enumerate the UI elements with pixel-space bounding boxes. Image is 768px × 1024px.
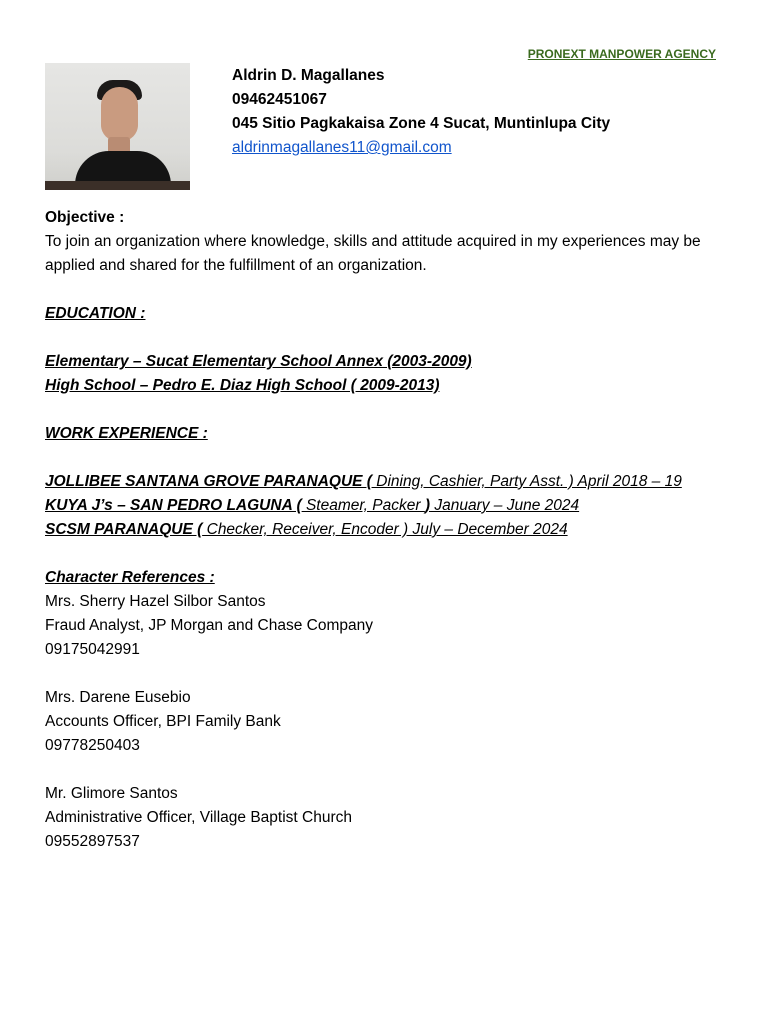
reference-position: Fraud Analyst, JP Morgan and Chase Company xyxy=(45,617,373,634)
applicant-address: 045 Sitio Pagkakaisa Zone 4 Sucat, Muntinlupa City xyxy=(232,115,611,132)
work-employer: KUYA J’s – SAN PEDRO LAGUNA ( xyxy=(45,497,302,514)
reference-phone: 09552897537 xyxy=(45,833,140,850)
reference-position: Administrative Officer, Village Baptist Church xyxy=(45,809,352,826)
reference-name: Mr. Glimore Santos xyxy=(45,785,178,802)
agency-name: PRONEXT MANPOWER AGENCY xyxy=(527,47,716,61)
objective-text: To join an organization where knowledge, skills and attitude acquired in my experiences may be applied and shared for the fulfillment of an organization. xyxy=(45,233,701,274)
profile-photo xyxy=(45,63,190,190)
objective-heading: Objective : xyxy=(45,209,125,226)
work-dates: January – June 2024 xyxy=(430,497,580,514)
work-item xyxy=(45,494,725,518)
contact-block xyxy=(232,64,610,160)
work-close-paren: ) xyxy=(424,497,431,514)
education-heading: EDUCATION : xyxy=(45,305,146,322)
applicant-name: Aldrin D. Magallanes xyxy=(232,67,385,84)
photo-desk xyxy=(45,181,190,190)
work-employer: JOLLIBEE SANTANA GROVE PARANAQUE ( xyxy=(45,473,372,490)
education-item: High School – Pedro E. Diaz High School ( 2009-2013) xyxy=(45,377,440,394)
work-item xyxy=(45,470,725,494)
reference-phone: 09778250403 xyxy=(45,737,140,754)
references-heading: Character References : xyxy=(45,569,215,586)
photo-face xyxy=(101,87,138,141)
work-roles: Dining, Cashier, Party Asst. ) April 2018 – 19 xyxy=(371,473,682,490)
education-item: Elementary – Sucat Elementary School Annex (2003-2009) xyxy=(45,353,472,370)
work-item xyxy=(45,518,725,542)
reference-name: Mrs. Darene Eusebio xyxy=(45,689,191,706)
reference-position: Accounts Officer, BPI Family Bank xyxy=(45,713,281,730)
resume-body xyxy=(45,206,725,854)
work-roles: Checker, Receiver, Encoder ) July – December 2024 xyxy=(202,521,568,538)
work-employer: SCSM PARANAQUE ( xyxy=(45,521,203,538)
reference-phone: 09175042991 xyxy=(45,641,140,658)
work-heading: WORK EXPERIENCE : xyxy=(45,425,208,442)
reference-name: Mrs. Sherry Hazel Silbor Santos xyxy=(45,593,266,610)
work-roles: Steamer, Packer xyxy=(301,497,425,514)
applicant-phone: 09462451067 xyxy=(232,91,327,108)
applicant-email-link[interactable]: aldrinmagallanes11@gmail.com xyxy=(232,139,452,156)
